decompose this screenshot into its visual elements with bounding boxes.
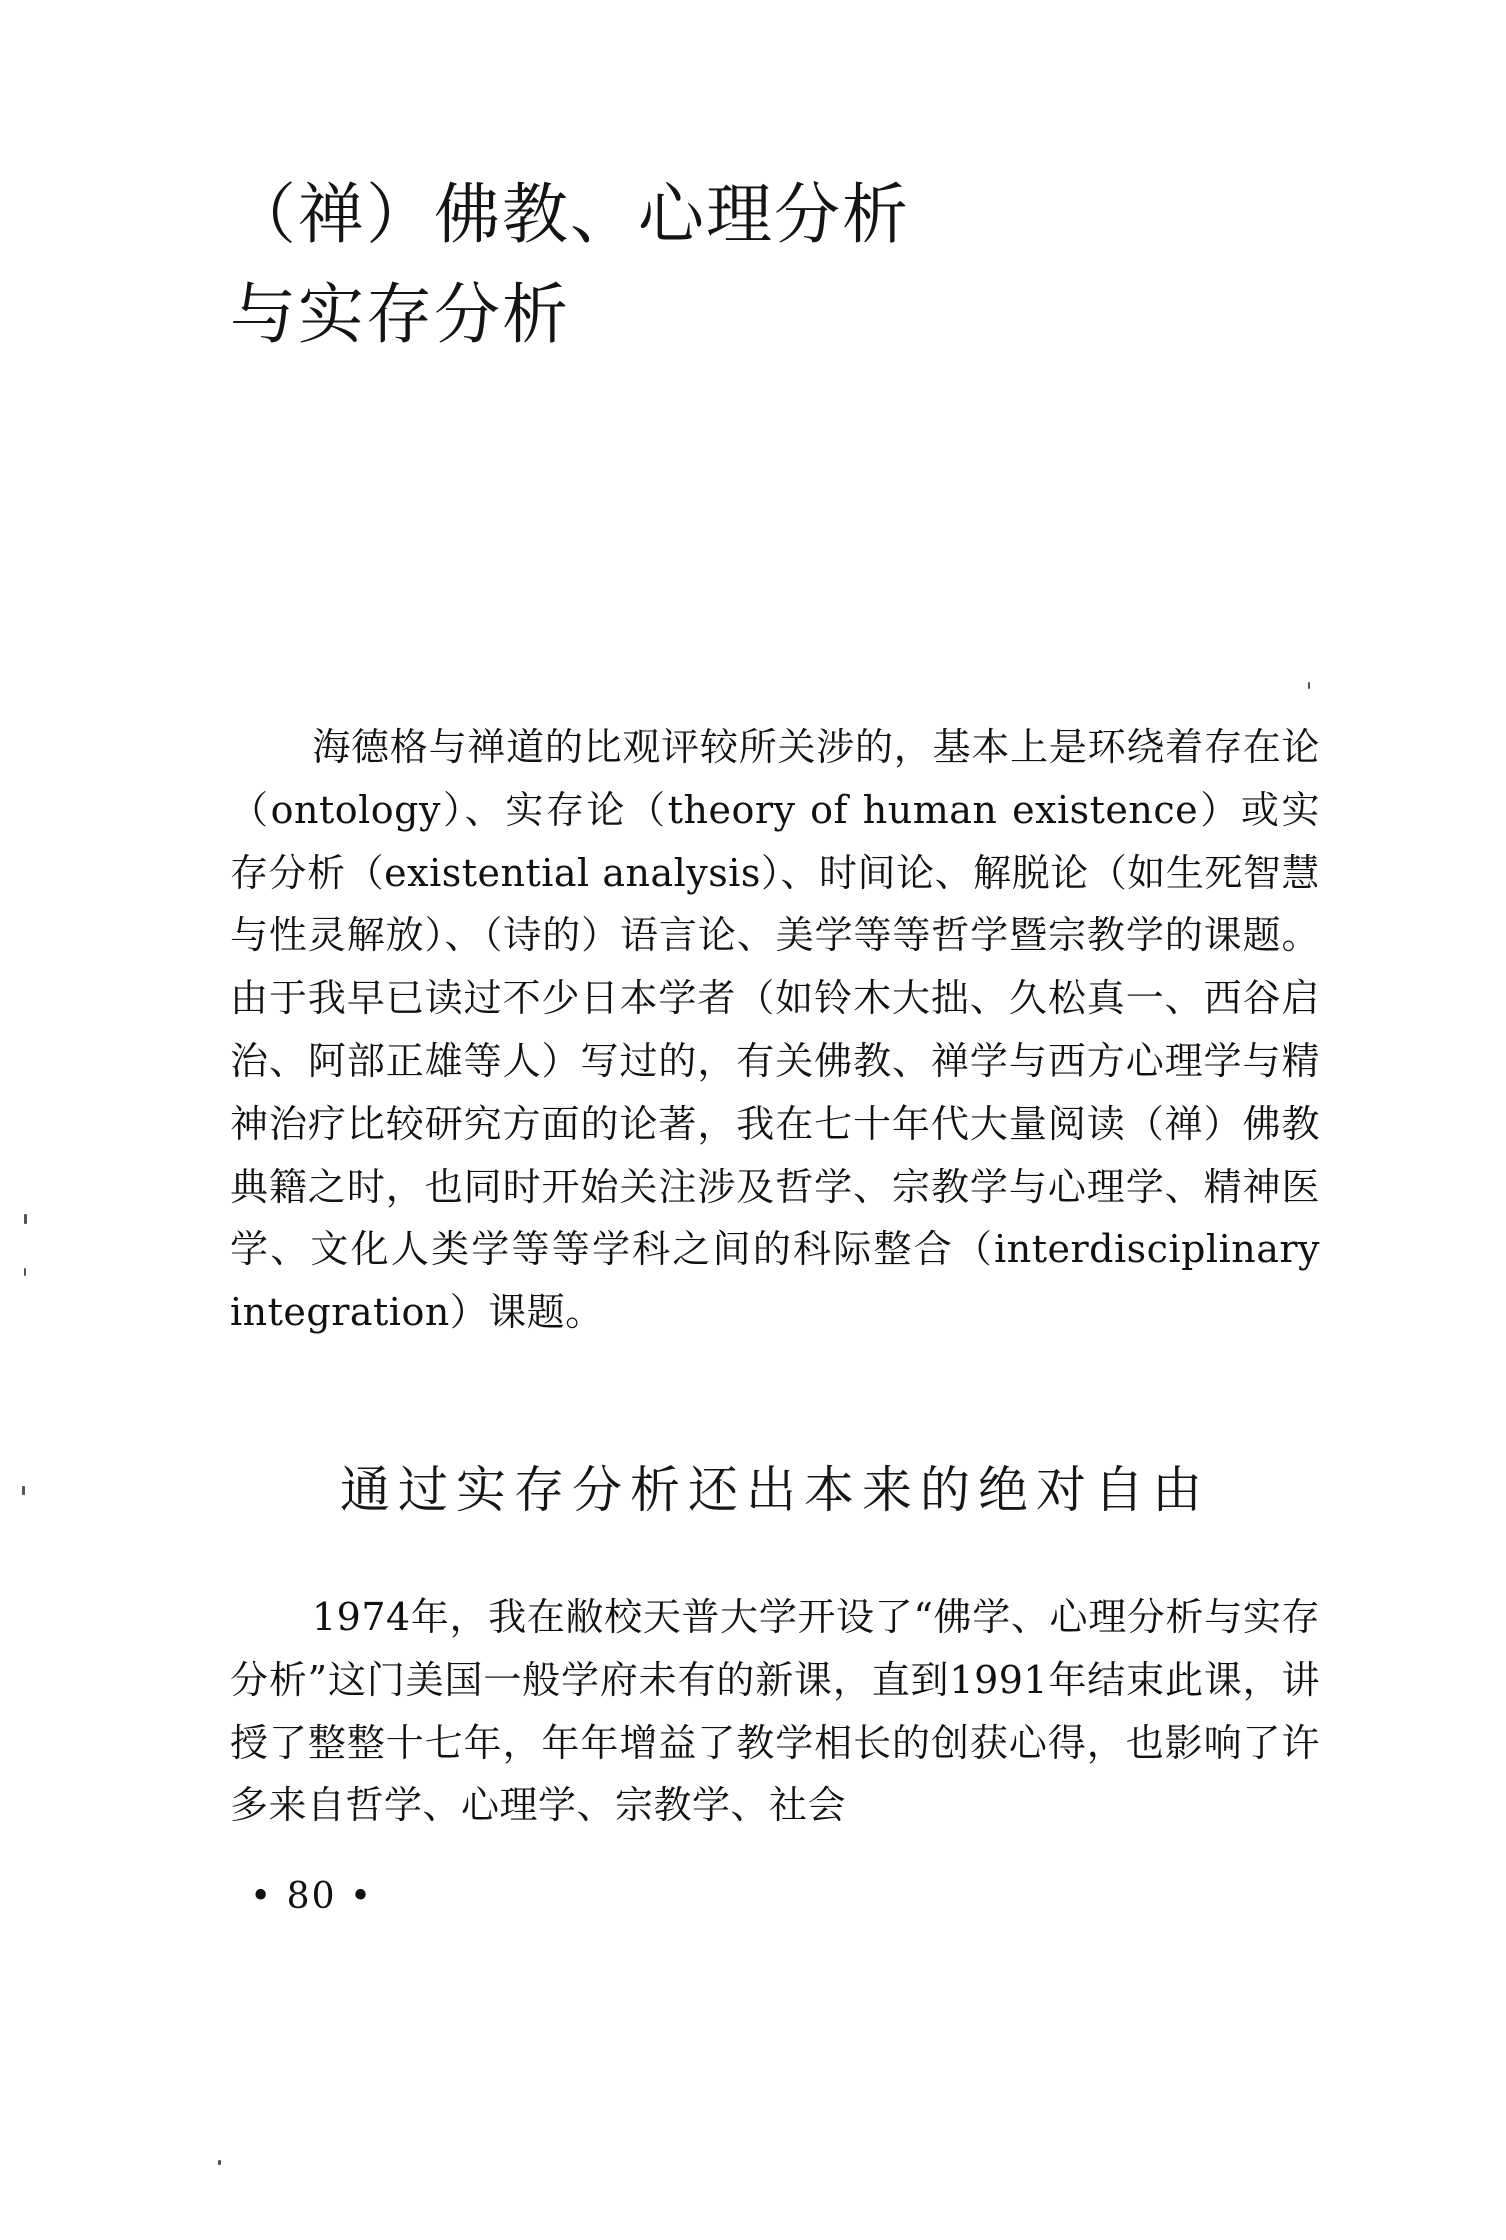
- chapter-title-line-1: （禅）佛教、心理分析: [230, 176, 910, 253]
- scan-speck: [1308, 682, 1310, 689]
- paragraph-1-text: 海德格与禅道的比观评较所关涉的，基本上是环绕着存在论（ontology）、实存论（theory of human existence）或实存分析（existential analysis）、时间论、解脱论（如生死智慧与性灵解放）、（诗的）语言论、美学等等哲学暨宗教学的课题。由于我早已读过不少日本学者（如铃木大拙、久松真一、西谷启治、阿部正雄等人）写过的，有关佛教、禅学与西方心理学与精神治疗比较研究方面的论著，我在七十年代大量阅读（禅）佛教典籍之时，也同时开始关注涉及哲学、宗教学与心理学、精神医学、文化人类学等等学科之间的科际整合（interdisciplinary integration）课题。: [230, 725, 1320, 1335]
- paragraph-2: [230, 1586, 1320, 1837]
- chapter-title: [230, 165, 1130, 365]
- scan-speck: [24, 1268, 26, 1276]
- paragraph-2-text: 1974年，我在敝校天普大学开设了“佛学、心理分析与实存分析”这门美国一般学府未有的新课，直到1991年结束此课，讲授了整整十七年，年年增益了教学相长的创获心得，也影响了许多来自哲学、心理学、宗教学、社会: [230, 1595, 1320, 1828]
- section-heading: 通过实存分析还出本来的绝对自由: [340, 1461, 1210, 1519]
- paragraph-1: [230, 716, 1320, 1344]
- scan-speck: [22, 1486, 25, 1495]
- page-number: • 80 •: [250, 1876, 374, 1917]
- scan-speck: [218, 2160, 221, 2165]
- scan-speck: [24, 1214, 27, 1224]
- chapter-title-line-2: 与实存分析: [230, 276, 570, 353]
